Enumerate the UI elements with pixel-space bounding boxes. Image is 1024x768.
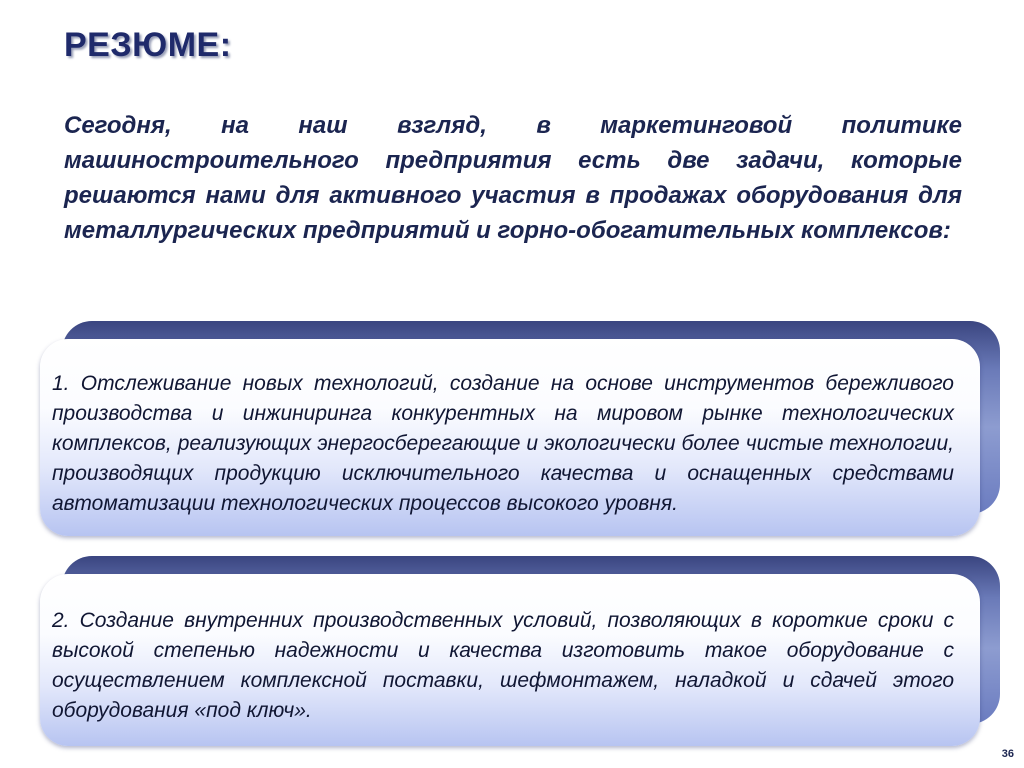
intro-paragraph: Сегодня, на наш взгляд, в маркетинговой политике машиностроительного предприятия есть две задачи, которые решаются нами для активного участия в продажах оборудования для металлургических предприятий и горно-обогатительных комплексов: (64, 112, 962, 244)
task-card-1-front-panel (40, 339, 980, 536)
task-card-2-front-panel (40, 574, 980, 746)
task-card-2 (40, 556, 1000, 746)
page-number: 36 (1001, 748, 1014, 760)
task-card-1-text: 1. Отслеживание новых технологий, создание на основе инструментов бережливого производства и инжиниринга конкурентных на мировом рынке технологических комплексов, реализующих энергосберегающие и экологически более чистые технологии, производящих продукцию исключительного качества и оснащенных средствами автоматизации технологических процессов высокого уровня. (52, 372, 954, 515)
slide-title: РЕЗЮМЕ: (64, 26, 232, 64)
task-card-1 (40, 321, 1000, 536)
task-card-2-text: 2. Создание внутренних производственных условий, позволяющих в короткие сроки с высокой степенью надежности и качества изготовить такое оборудование с осуществлением комплексной поставки, шефмонтажем, наладкой и сдачей этого оборудования «под ключ». (52, 609, 954, 722)
